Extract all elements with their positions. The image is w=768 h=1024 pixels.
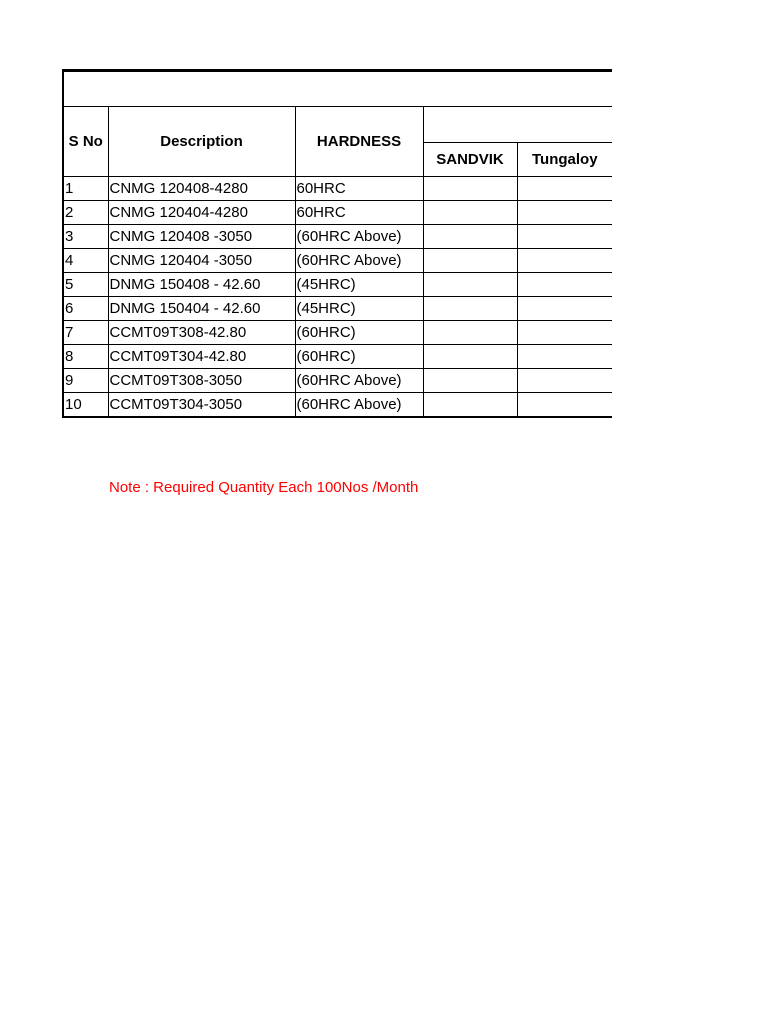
hardness-cell[interactable]: (45HRC) <box>295 273 423 297</box>
description-cell[interactable]: CNMG 120404-4280 <box>108 201 295 225</box>
tungaloy-cell[interactable] <box>517 273 612 297</box>
brand-group-header[interactable] <box>423 107 612 143</box>
quantity-note: Note : Required Quantity Each 100Nos /Month <box>109 479 419 496</box>
description-cell[interactable]: DNMG 150408 - 42.60 <box>108 273 295 297</box>
table-row <box>63 297 612 321</box>
table-row <box>63 225 612 249</box>
sandvik-cell[interactable] <box>423 321 517 345</box>
sandvik-cell[interactable] <box>423 273 517 297</box>
hardness-cell[interactable]: (45HRC) <box>295 297 423 321</box>
sandvik-cell[interactable] <box>423 297 517 321</box>
description-cell[interactable]: CCMT09T308-3050 <box>108 369 295 393</box>
description-cell[interactable]: CNMG 120408 -3050 <box>108 225 295 249</box>
description-cell[interactable]: DNMG 150404 - 42.60 <box>108 297 295 321</box>
tungaloy-header[interactable]: Tungaloy <box>517 143 612 177</box>
hardness-cell[interactable]: (60HRC Above) <box>295 225 423 249</box>
tungaloy-cell[interactable] <box>517 177 612 201</box>
table-row <box>63 393 612 418</box>
tungaloy-cell[interactable] <box>517 201 612 225</box>
tungaloy-cell[interactable] <box>517 249 612 273</box>
sno-cell[interactable]: 6 <box>63 297 108 321</box>
sno-cell[interactable]: 1 <box>63 177 108 201</box>
sandvik-cell[interactable] <box>423 201 517 225</box>
sno-cell[interactable]: 7 <box>63 321 108 345</box>
tungaloy-cell[interactable] <box>517 321 612 345</box>
tungaloy-cell[interactable] <box>517 297 612 321</box>
description-cell[interactable]: CNMG 120404 -3050 <box>108 249 295 273</box>
description-cell[interactable]: CNMG 120408-4280 <box>108 177 295 201</box>
table-row <box>63 369 612 393</box>
table-row <box>63 201 612 225</box>
hardness-cell[interactable]: 60HRC <box>295 177 423 201</box>
hardness-header[interactable]: HARDNESS <box>295 107 423 177</box>
sandvik-cell[interactable] <box>423 177 517 201</box>
table-row <box>63 177 612 201</box>
tungaloy-cell[interactable] <box>517 345 612 369</box>
sno-header[interactable]: S No <box>63 107 108 177</box>
table-row <box>63 249 612 273</box>
sandvik-cell[interactable] <box>423 345 517 369</box>
tungaloy-cell[interactable] <box>517 369 612 393</box>
tungaloy-cell[interactable] <box>517 393 612 418</box>
sno-cell[interactable]: 4 <box>63 249 108 273</box>
quotation-table <box>62 69 612 418</box>
hardness-cell[interactable]: (60HRC Above) <box>295 369 423 393</box>
table-row <box>63 273 612 297</box>
sno-cell[interactable]: 5 <box>63 273 108 297</box>
hardness-cell[interactable]: (60HRC) <box>295 321 423 345</box>
description-cell[interactable]: CCMT09T304-42.80 <box>108 345 295 369</box>
sandvik-cell[interactable] <box>423 249 517 273</box>
sandvik-cell[interactable] <box>423 393 517 418</box>
description-header[interactable]: Description <box>108 107 295 177</box>
sno-cell[interactable]: 9 <box>63 369 108 393</box>
sno-cell[interactable]: 10 <box>63 393 108 418</box>
hardness-cell[interactable]: (60HRC) <box>295 345 423 369</box>
description-cell[interactable]: CCMT09T308-42.80 <box>108 321 295 345</box>
table-row <box>63 321 612 345</box>
hardness-cell[interactable]: 60HRC <box>295 201 423 225</box>
hardness-cell[interactable]: (60HRC Above) <box>295 249 423 273</box>
sandvik-cell[interactable] <box>423 225 517 249</box>
title-cell[interactable] <box>63 71 612 107</box>
table-row <box>63 345 612 369</box>
header-row <box>63 107 612 143</box>
sno-cell[interactable]: 3 <box>63 225 108 249</box>
sno-cell[interactable]: 2 <box>63 201 108 225</box>
hardness-cell[interactable]: (60HRC Above) <box>295 393 423 418</box>
title-row <box>63 71 612 107</box>
sno-cell[interactable]: 8 <box>63 345 108 369</box>
description-cell[interactable]: CCMT09T304-3050 <box>108 393 295 418</box>
tungaloy-cell[interactable] <box>517 225 612 249</box>
sandvik-cell[interactable] <box>423 369 517 393</box>
sandvik-header[interactable]: SANDVIK <box>423 143 517 177</box>
